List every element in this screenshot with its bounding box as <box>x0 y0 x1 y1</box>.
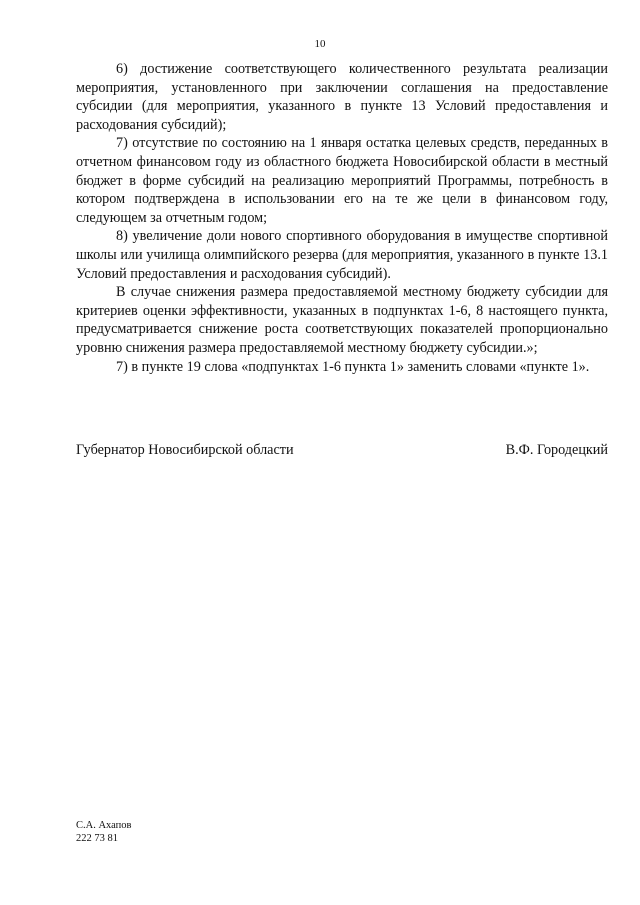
document-body <box>76 60 608 376</box>
footer-contact <box>76 820 132 845</box>
paragraph-item-6: 6) достижение соответствующего количественного результата реализации мероприятия, установленного при заключении соглашения на предоставление субсидии (для мероприятия, указанного в пункте 13 Условий предоставления и расходования субсидий); <box>76 61 608 133</box>
signatory-name: В.Ф. Городецкий <box>505 442 608 458</box>
signature-block <box>76 442 608 459</box>
paragraph-item-7: 7) отсутствие по состоянию на 1 января остатка целевых средств, переданных в отчетном финансовом году из областного бюджета Новосибирской области в местный бюджет в форме субсидий на реализацию мероприятий Программы, потребность в котором подтверждена в использовании его на те же цели в финансовом году, следующем за отчетным годом; <box>76 135 608 226</box>
page-number: 10 <box>314 38 326 50</box>
paragraph-item-8: 8) увеличение доли нового спортивного оборудования в имуществе спортивной школы или училища олимпийского резерва (для мероприятия, указанного в пункте 13.1 Условий предоставления и расходования субсидий). <box>76 228 608 282</box>
paragraph-amendment-7: 7) в пункте 19 слова «подпунктах 1-6 пункта 1» заменить словами «пункте 1». <box>116 358 590 375</box>
paragraph-reduction-clause: В случае снижения размера предоставляемой местному бюджету субсидии для критериев оценки эффективности, указанных в подпунктах 1-6, 8 настоящего пункта, предусматривается снижение роста соответствующих показателей пропорционально уровню снижения размера предоставляемой местному бюджету субсидии.»; <box>76 284 608 356</box>
signatory-position: Губернатор Новосибирской области <box>76 442 294 458</box>
contact-name: С.А. Ахапов <box>76 820 132 831</box>
contact-phone: 222 73 81 <box>76 832 118 844</box>
